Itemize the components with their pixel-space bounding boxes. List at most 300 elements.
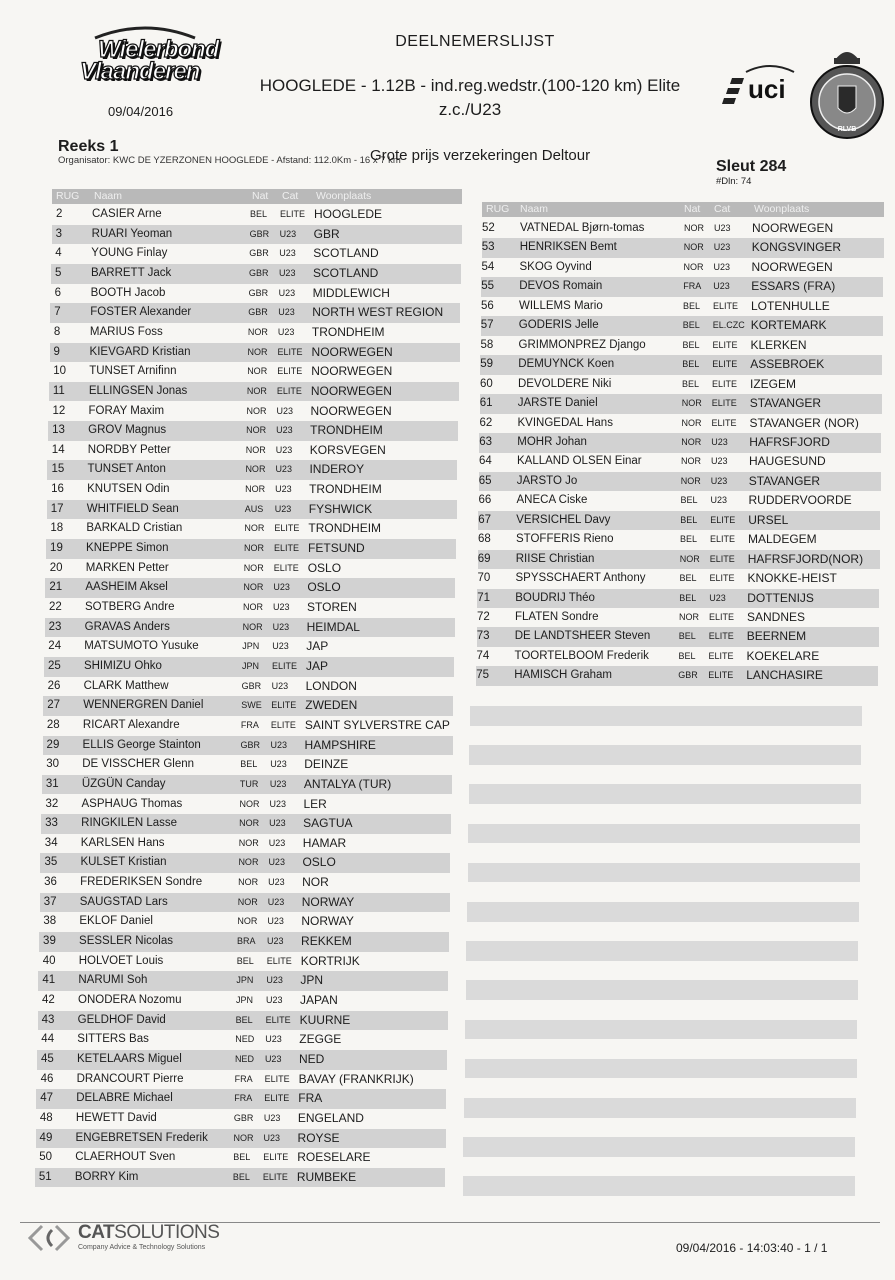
category: U23	[269, 818, 286, 829]
rug-number: 22	[49, 601, 62, 613]
residence: RUDDERVOORDE	[748, 493, 852, 508]
residence: OSLO	[307, 580, 341, 595]
empty-row	[469, 804, 861, 824]
category: U23	[279, 228, 297, 239]
nationality: NOR	[679, 612, 699, 622]
rider-name: KVINGEDAL Hans	[517, 416, 613, 429]
category: ELITE	[712, 378, 738, 389]
participant-row	[477, 608, 879, 628]
rug-number: 66	[478, 494, 492, 507]
nationality: GBR	[678, 670, 698, 681]
rider-name: HENRIKSEN Bemt	[519, 241, 617, 254]
rug-number: 33	[45, 817, 58, 830]
participant-row	[482, 238, 884, 258]
participant-row	[36, 1109, 446, 1129]
participant-row	[40, 853, 450, 873]
col-rug: RUG	[56, 190, 80, 202]
rug-number: 30	[46, 758, 59, 771]
category: ELITE	[271, 700, 297, 711]
rug-number: 14	[51, 443, 65, 456]
residence: NOORWEGEN	[752, 221, 834, 235]
category: ELITE	[276, 385, 302, 396]
participant-row	[476, 666, 878, 686]
nationality: NOR	[683, 242, 704, 253]
nationality: BEL	[236, 955, 254, 966]
rider-name: DELABRE Michael	[76, 1092, 173, 1105]
participant-row	[45, 578, 455, 598]
residence: SAGTUA	[303, 816, 353, 831]
residence: ESSARS (FRA)	[751, 279, 836, 294]
rug-number: 48	[39, 1111, 53, 1124]
category: ELITE	[264, 1093, 290, 1104]
residence: SAINT SYLVERSTRE CAP	[304, 717, 450, 732]
residence: TRONDHEIM	[308, 521, 382, 536]
nationality: BEL	[680, 495, 698, 506]
nationality: NOR	[243, 562, 264, 573]
participant-row	[479, 452, 881, 472]
residence: NED	[298, 1051, 325, 1066]
rug-number: 42	[42, 994, 55, 1006]
nationality: NOR	[238, 877, 259, 888]
nationality: NED	[234, 1053, 254, 1064]
nationality: BEL	[250, 209, 268, 219]
participant-row	[480, 355, 882, 375]
category: U23	[264, 1053, 282, 1064]
empty-row	[469, 745, 861, 765]
residence: JAP	[305, 658, 328, 673]
residence: KNOKKE-HEIST	[747, 571, 837, 586]
rider-name: MATSUMOTO Yusuke	[84, 640, 199, 653]
empty-row	[464, 1078, 856, 1098]
residence: TRONDHEIM	[309, 482, 382, 497]
participant-row	[42, 775, 452, 795]
rider-name: BARRETT Jack	[90, 266, 172, 279]
rug-number: 69	[477, 552, 491, 565]
sleut-number: Sleut 284	[716, 158, 787, 175]
nationality: NOR	[679, 553, 700, 564]
category: ELITE	[708, 670, 734, 681]
rug-number: 38	[43, 915, 57, 928]
residence: HOOGLEDE	[314, 207, 383, 221]
nationality: FRA	[234, 1093, 253, 1104]
rider-name: DE VISSCHER Glenn	[82, 758, 195, 771]
empty-row	[464, 1098, 856, 1118]
residence: HAUGESUND	[749, 454, 826, 469]
rug-number: 68	[478, 533, 491, 546]
category: ELITE	[708, 650, 734, 661]
brand-bold: CAT	[78, 1222, 115, 1243]
nationality: JPN	[242, 641, 260, 652]
nationality: NOR	[239, 798, 260, 809]
category: U23	[272, 641, 289, 652]
participant-row	[52, 205, 462, 225]
rug-number: 39	[43, 935, 56, 948]
residence: SANDNES	[747, 610, 806, 624]
rider-name: FORAY Maxim	[88, 404, 165, 417]
nationality: NOR	[244, 543, 265, 554]
residence: ROYSE	[297, 1130, 340, 1145]
race-title-line2: z.c./U23	[438, 100, 502, 119]
participant-row	[35, 1148, 445, 1168]
participant-row	[51, 264, 461, 284]
participant-row	[39, 912, 449, 932]
rider-name: DEVOS Romain	[519, 280, 603, 293]
category: U23	[713, 242, 731, 253]
participant-row	[41, 814, 451, 834]
rug-number: 47	[40, 1092, 54, 1105]
participant-row	[46, 519, 456, 539]
category: ELITE	[264, 1073, 290, 1084]
nationality: NOR	[246, 405, 267, 416]
participant-row	[45, 598, 455, 618]
residence: KORTEMARK	[750, 318, 827, 333]
category: U23	[278, 307, 295, 318]
rug-number: 16	[51, 483, 64, 496]
category: U23	[263, 1112, 281, 1123]
rug-number: 8	[53, 325, 61, 338]
nationality: NOR	[243, 582, 264, 593]
category: U23	[265, 1034, 282, 1045]
category: U23	[269, 778, 287, 789]
participant-row	[37, 1050, 447, 1070]
category: U23	[266, 995, 283, 1005]
category: U23	[710, 475, 728, 486]
rug-number: 20	[49, 561, 63, 574]
nationality: NOR	[681, 436, 702, 447]
participant-row	[44, 677, 454, 697]
rug-number: 32	[45, 797, 59, 810]
rug-number: 6	[54, 286, 61, 299]
rider-name: DRANCOURT Pierre	[76, 1072, 184, 1085]
residence: NOR	[302, 875, 329, 890]
residence: LONDON	[305, 678, 357, 693]
uci-logo	[722, 62, 802, 110]
rider-name: HOLVOET Louis	[78, 954, 164, 967]
nationality: GBR	[241, 680, 262, 691]
document-title: DEELNEMERSLIJST	[395, 33, 555, 50]
category: U23	[711, 456, 728, 467]
empty-row	[468, 824, 860, 844]
residence: FYSHWICK	[308, 501, 373, 516]
nationality: BEL	[232, 1171, 250, 1182]
residence: JPN	[300, 973, 324, 988]
rider-name: SPYSSCHAERT Anthony	[515, 572, 646, 585]
rider-name: BOOTH Jacob	[90, 286, 166, 299]
uci-logo-icon	[722, 62, 802, 110]
rider-name: HAMISCH Graham	[514, 669, 613, 682]
participant-row	[38, 991, 448, 1011]
residence: OSLO	[307, 560, 342, 575]
nationality: BEL	[240, 759, 258, 770]
catsolutions-logo	[24, 1220, 224, 1260]
residence: STAVANGER (NOR)	[749, 415, 859, 430]
nationality: NOR	[244, 523, 265, 534]
nationality: BEL	[682, 359, 700, 370]
rider-name: RINGKILEN Lasse	[81, 817, 178, 830]
rlvb-logo-text: RLVB	[837, 126, 857, 133]
nationality: BEL	[678, 650, 696, 661]
nationality: NOR	[684, 223, 704, 233]
rug-number: 64	[479, 455, 492, 468]
residence: NORWAY	[301, 914, 354, 929]
race-subtitle: Grote prijs verzekeringen Deltour	[370, 147, 591, 164]
rider-name: SAUGSTAD Lars	[79, 895, 168, 908]
rider-name: HEWETT David	[75, 1111, 157, 1124]
category: U23	[275, 464, 292, 475]
nationality: BEL	[680, 514, 698, 525]
participant-row	[38, 1011, 448, 1031]
rider-name: BARKALD Cristian	[86, 522, 183, 535]
nationality: NOR	[680, 475, 701, 486]
rug-number: 17	[50, 502, 64, 515]
nationality: GBR	[248, 287, 269, 298]
rug-number: 19	[50, 542, 63, 555]
nationality: BRA	[237, 936, 256, 947]
residence: STAVANGER	[748, 473, 821, 488]
participant-row	[477, 627, 879, 647]
residence: NORTH WEST REGION	[312, 305, 444, 320]
col-cat: Cat	[714, 203, 731, 215]
rider-name: KIEVGARD Kristian	[89, 345, 191, 358]
rider-name: NARUMI Soh	[78, 974, 148, 987]
rider-name: RUARI Yeoman	[91, 227, 173, 240]
participant-row	[50, 323, 460, 343]
rider-name: WHITFIELD Sean	[86, 502, 179, 515]
rider-name: SESSLER Nicolas	[79, 935, 174, 948]
rug-number: 60	[480, 377, 493, 390]
residence: ASSEBROEK	[750, 357, 825, 372]
empty-row	[466, 941, 858, 961]
participant-row	[480, 394, 882, 414]
print-timestamp: 09/04/2016 - 14:03:40 - 1 / 1	[676, 1241, 828, 1255]
residence: NORWAY	[301, 894, 355, 909]
nationality: BEL	[679, 592, 697, 603]
rider-name: TUNSET Anton	[87, 463, 166, 476]
rider-name: BOUDRIJ Théo	[515, 591, 595, 604]
col-woonplaats: Woonplaats	[316, 190, 372, 202]
category: U23	[277, 326, 295, 337]
nationality: BEL	[235, 1014, 253, 1025]
rider-name: EKLOF Daniel	[79, 915, 153, 928]
residence: DEINZE	[304, 757, 349, 772]
logo-line2: Vlaanderen	[80, 58, 200, 85]
empty-row	[469, 765, 861, 785]
category: ELITE	[709, 612, 735, 622]
participant-row	[481, 277, 883, 297]
rider-name: GRIMMONPREZ Django	[518, 338, 646, 351]
category: ELITE	[711, 417, 737, 428]
rug-number: 37	[43, 895, 57, 908]
participant-row	[39, 932, 449, 952]
residence: KORSVEGEN	[309, 442, 386, 457]
nationality: JPN	[241, 660, 259, 671]
nationality: NOR	[681, 456, 701, 467]
residence: SCOTLAND	[313, 246, 379, 261]
category: U23	[276, 425, 293, 436]
category: U23	[713, 261, 731, 272]
participant-row	[482, 219, 884, 239]
residence: HAFRSFJORD(NOR)	[747, 551, 864, 566]
participant-row	[477, 589, 879, 609]
participant-row	[42, 795, 452, 815]
rug-number: 55	[481, 280, 495, 293]
col-nat: Nat	[684, 203, 701, 215]
participant-row	[51, 284, 461, 304]
participant-row	[482, 258, 884, 278]
nationality: NOR	[243, 602, 263, 612]
rug-number: 41	[42, 974, 56, 987]
residence: IZEGEM	[750, 376, 797, 391]
participant-row	[480, 375, 882, 395]
rug-number: 35	[44, 856, 58, 869]
residence: HEIMDAL	[306, 619, 360, 634]
participant-row	[44, 637, 454, 657]
participant-row	[479, 472, 881, 492]
participant-row	[40, 873, 450, 893]
nationality: NOR	[247, 366, 268, 377]
category: ELITE	[280, 209, 306, 219]
participant-row	[45, 618, 455, 638]
participant-row	[47, 500, 457, 520]
category: ELITE	[710, 514, 736, 525]
participant-row	[478, 550, 880, 570]
rug-number: 73	[476, 630, 490, 643]
rug-number: 61	[479, 397, 493, 410]
residence: GBR	[313, 226, 340, 241]
nationality: BEL	[682, 339, 700, 350]
residence: RUMBEKE	[296, 1169, 357, 1184]
participant-row	[49, 382, 459, 402]
rider-name: FOSTER Alexander	[90, 306, 192, 319]
empty-row	[465, 1039, 857, 1059]
category: U23	[270, 739, 288, 750]
participant-row	[478, 530, 880, 550]
rider-name: SOTBERG Andre	[85, 601, 175, 613]
residence: DOTTENIJS	[747, 590, 814, 605]
rider-name: FREDERIKSEN Sondre	[80, 876, 203, 889]
category: U23	[278, 267, 296, 278]
residence: ROESELARE	[297, 1150, 371, 1165]
rider-name: DEMUYNCK Koen	[518, 358, 615, 371]
rider-name: VERSICHEL Davy	[516, 513, 611, 526]
rug-number: 28	[46, 718, 60, 731]
category: U23	[270, 759, 287, 770]
empty-row	[463, 1157, 855, 1177]
category: ELITE	[270, 719, 296, 730]
nationality: NOR	[681, 398, 702, 409]
rider-name: JARSTO Jo	[516, 474, 578, 487]
rider-name: VATNEDAL Bjørn-tomas	[520, 222, 645, 234]
rider-name: SKOG Oyvind	[519, 260, 592, 273]
logo-line1: Wielerbond	[98, 36, 219, 63]
residence: MALDEGEM	[748, 532, 817, 547]
participant-row	[46, 539, 456, 559]
participant-row	[42, 755, 452, 775]
nationality: BEL	[680, 534, 698, 545]
residence: HAFRSFJORD	[749, 434, 830, 449]
category: ELITE	[274, 543, 300, 554]
nationality: NOR	[246, 425, 267, 436]
residence: JAP	[306, 639, 329, 654]
participant-count: #Dln: 74	[716, 176, 752, 187]
residence: BEERNEM	[746, 629, 807, 644]
category: U23	[275, 484, 292, 495]
category: U23	[713, 281, 730, 292]
category: ELITE	[711, 398, 737, 409]
residence: ANTALYA (TUR)	[303, 776, 392, 791]
empty-row	[466, 980, 858, 1000]
rider-name: GROV Magnus	[88, 424, 167, 437]
rug-number: 56	[481, 299, 494, 312]
rider-name: YOUNG Finlay	[91, 247, 168, 260]
empty-row	[463, 1176, 855, 1196]
participant-row	[478, 569, 880, 589]
category: U23	[267, 896, 285, 907]
rider-name: SITTERS Bas	[77, 1033, 149, 1046]
rider-name: MARIUS Foss	[89, 325, 163, 338]
category: ELITE	[712, 339, 738, 350]
nationality: NOR	[242, 621, 263, 632]
residence: MIDDLEWICH	[312, 285, 390, 300]
crest-icon	[808, 42, 886, 142]
participant-row	[481, 297, 883, 317]
rug-number: 15	[51, 463, 65, 476]
empty-row	[467, 902, 859, 922]
residence: FETSUND	[308, 541, 365, 556]
participant-row	[37, 1070, 447, 1090]
nationality: BEL	[678, 631, 696, 642]
rug-number: 52	[482, 222, 495, 234]
participant-row	[48, 421, 458, 441]
participant-row	[43, 696, 453, 716]
residence: BAVAY (FRANKRIJK)	[298, 1071, 414, 1086]
empty-row	[466, 961, 858, 981]
rug-number: 12	[52, 404, 66, 417]
participant-row	[49, 402, 459, 422]
rider-name: KNEPPE Simon	[86, 542, 169, 555]
rug-number: 27	[47, 699, 61, 712]
residence: JAPAN	[300, 993, 338, 1007]
category: U23	[274, 503, 292, 514]
rider-name: KULSET Kristian	[80, 856, 167, 869]
rider-name: DEVOLDERE Niki	[518, 377, 612, 390]
rider-name: ONODERA Nozomu	[78, 994, 182, 1006]
category: U23	[275, 444, 293, 455]
empty-row	[467, 922, 859, 942]
participant-row	[49, 362, 459, 382]
organisator-info: Organisator: KWC DE YZERZONEN HOOGLEDE - Afstand: 112.0Km - 16 x 7 km	[58, 155, 401, 166]
residence: ZWEDEN	[305, 698, 358, 713]
rug-number: 29	[46, 738, 60, 751]
category: ELITE	[712, 359, 738, 370]
rug-number: 21	[49, 581, 63, 594]
residence: REKKEM	[301, 934, 352, 949]
brand-light: SOLUTIONS	[114, 1222, 220, 1243]
rider-name: CLARK Matthew	[83, 679, 169, 692]
nationality: NOR	[238, 837, 259, 848]
header-date: 09/04/2016	[108, 104, 174, 119]
catsolutions-tagline: Company Advice & Technology Solutions	[78, 1244, 206, 1251]
rider-name: KNUTSEN Odin	[87, 483, 170, 496]
nationality: NOR	[247, 346, 268, 357]
right-table-header	[482, 202, 884, 217]
rider-name: BORRY Kim	[74, 1170, 139, 1183]
rider-name: NORDBY Petter	[87, 443, 171, 456]
category: ELITE	[262, 1171, 288, 1182]
empty-row	[470, 726, 862, 746]
participant-row	[36, 1129, 446, 1149]
category: U23	[710, 495, 728, 506]
